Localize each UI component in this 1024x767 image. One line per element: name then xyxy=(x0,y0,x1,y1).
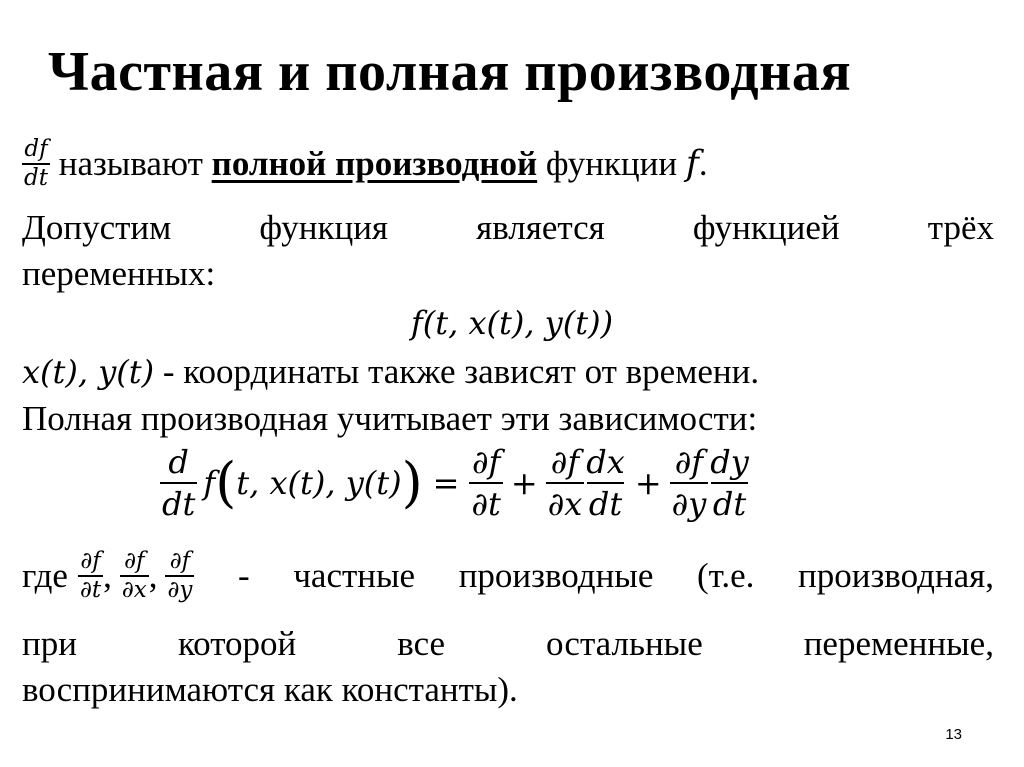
definition-period: . xyxy=(698,144,708,183)
assumption-line xyxy=(22,206,994,250)
fraction-denominator: ∂x xyxy=(546,482,585,524)
fraction-denominator: dt xyxy=(711,482,748,524)
fraction-numerator: dx xyxy=(586,443,625,481)
constants-word: все xyxy=(397,624,446,663)
fraction-numerator: d xyxy=(168,443,189,481)
assumption-word: функцией xyxy=(692,208,840,247)
partial-y-fraction xyxy=(670,442,709,524)
partial-x-fraction xyxy=(120,548,149,604)
partials-word: производные xyxy=(458,556,654,595)
partials-word: (т.е. xyxy=(697,556,755,595)
comma: , xyxy=(148,556,158,595)
right-paren: ) xyxy=(401,451,423,514)
left-paren: ( xyxy=(215,451,237,514)
partial-t-fraction xyxy=(469,442,502,524)
definition-text-before: называют xyxy=(49,144,212,183)
definition-line xyxy=(22,136,708,192)
constants-word: которой xyxy=(177,624,297,663)
fraction-denominator: dt xyxy=(24,165,48,191)
comma: , xyxy=(103,556,112,595)
equals-sign: = xyxy=(432,464,460,502)
fraction-denominator: dt xyxy=(587,482,624,524)
partials-line xyxy=(22,548,994,604)
fraction-numerator: ∂f xyxy=(169,548,191,574)
fraction-denominator: dt xyxy=(160,482,197,524)
function-symbol: f xyxy=(203,464,216,502)
plus-sign: + xyxy=(634,464,662,502)
slide-title: Частная и полная производная xyxy=(48,41,852,103)
dy-dt-fraction xyxy=(708,442,751,524)
constants-line xyxy=(22,622,994,666)
constants-continuation: воспринимаются как константы). xyxy=(22,670,518,709)
fraction-numerator: df xyxy=(24,136,48,162)
assumption-word: трёх xyxy=(927,208,994,247)
assumption-word: Допустим xyxy=(22,208,172,247)
partial-x-fraction xyxy=(546,442,585,524)
assumption-word: функция xyxy=(259,208,389,247)
total-derivative-fraction xyxy=(22,136,50,192)
partials-word: - xyxy=(238,556,250,595)
function-arguments: t, x(t), y(t) xyxy=(236,464,402,502)
total-derivative-formula xyxy=(160,442,751,524)
fraction-numerator: ∂f xyxy=(550,443,580,481)
coordinates-math: x(t), y(t) xyxy=(22,353,155,391)
fraction-numerator: ∂f xyxy=(80,548,101,574)
fraction-denominator: ∂t xyxy=(469,482,502,524)
function-symbol: f xyxy=(685,144,699,184)
assumption-continuation: переменных: xyxy=(22,254,216,293)
dx-dt-fraction xyxy=(584,442,627,524)
fraction-numerator: dy xyxy=(710,443,749,481)
fraction-denominator: ∂y xyxy=(167,577,193,603)
where-word: где xyxy=(22,556,68,595)
fraction-denominator: ∂y xyxy=(670,482,709,524)
constants-word: переменные, xyxy=(803,624,994,663)
fraction-denominator: ∂t xyxy=(79,577,102,603)
coordinates-text: - координаты также зависят от времени. xyxy=(154,352,760,391)
coordinates-line xyxy=(22,350,759,394)
plus-sign: + xyxy=(510,464,538,502)
definition-text-after: функции xyxy=(537,144,686,183)
function-formula: f(t, x(t), y(t)) xyxy=(410,304,614,342)
fraction-numerator: ∂f xyxy=(124,548,145,574)
assumption-word: является xyxy=(476,208,605,247)
fraction-numerator: ∂f xyxy=(471,443,501,481)
page-number: 13 xyxy=(945,726,962,743)
partial-y-fraction xyxy=(165,548,194,604)
fraction-numerator: ∂f xyxy=(674,443,704,481)
partials-word: частные xyxy=(293,556,416,595)
total-derivative-term: полной производной xyxy=(211,144,538,183)
constants-word: при xyxy=(22,624,77,663)
dependency-line: Полная производная учитывает эти зависимости: xyxy=(22,399,758,438)
lhs-fraction xyxy=(160,442,197,524)
partial-t-fraction xyxy=(78,548,103,604)
constants-word: остальные xyxy=(546,624,703,663)
partials-word: производная, xyxy=(798,556,994,595)
fraction-denominator: ∂x xyxy=(121,577,147,603)
